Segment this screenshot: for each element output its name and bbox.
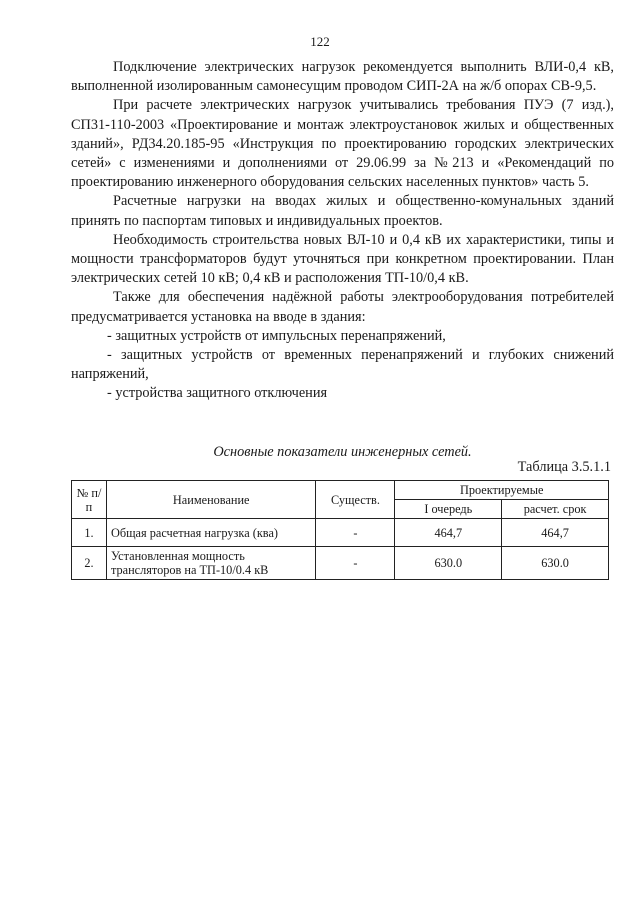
- body-text: [71, 58, 614, 404]
- table-header-row: [72, 481, 609, 500]
- list-item: - устройства защитного отключения: [107, 385, 328, 402]
- list-item: - защитных устройств от импульсных перенапряжений,: [107, 327, 446, 344]
- indicators-table: [71, 480, 609, 580]
- header-name: Наименование: [106, 481, 316, 519]
- paragraph-reliability: Также для обеспечения надёжной работы электрооборудования потребителей предусматривается установка на вводе в здания:: [71, 289, 614, 325]
- cell-first-stage: 630.0: [395, 547, 502, 580]
- cell-name: Установленная мощность трансляторов на ТП-10/0.4 кВ: [106, 547, 316, 580]
- header-first-stage: I очередь: [395, 500, 502, 519]
- paragraph-construction: Необходимость строительства новых ВЛ-10 и 0,4 кВ их характеристики, типы и мощности трансформаторов будут уточняться при конкретном проектировании. План электрических сетей 10 кВ; 0,4 кВ и расположения ТП-10/0,4 кВ.: [71, 231, 614, 287]
- table-row: [72, 547, 609, 580]
- cell-existing: -: [316, 519, 395, 547]
- cell-name: Общая расчетная нагрузка (ква): [106, 519, 316, 547]
- page-number: 122: [310, 34, 330, 49]
- header-projected: Проектируемые: [395, 481, 609, 500]
- header-existing: Существ.: [316, 481, 395, 519]
- paragraph-connection: Подключение электрических нагрузок рекомендуется выполнить ВЛИ-0,4 кВ, выполненной изолированным самонесущим проводом СИП-2А на ж/б опорах СВ-9,5.: [71, 59, 614, 95]
- cell-first-stage: 464,7: [395, 519, 502, 547]
- header-num: № п/п: [72, 481, 107, 519]
- table-row: [72, 519, 609, 547]
- table-caption: Основные показатели инженерных сетей.: [213, 444, 472, 460]
- cell-num: 2.: [72, 547, 107, 580]
- cell-num: 1.: [72, 519, 107, 547]
- cell-calc-term: 464,7: [502, 519, 609, 547]
- cell-calc-term: 630.0: [502, 547, 609, 580]
- paragraph-loads: Расчетные нагрузки на вводах жилых и общественно-комунальных зданий принять по паспортам типовых и индивидуальных проектов.: [71, 193, 614, 229]
- list-item: - защитных устройств от временных перенапряжений и глубоких снижений напряжений,: [71, 347, 614, 383]
- cell-existing: -: [316, 547, 395, 580]
- table-label: Таблица 3.5.1.1: [517, 459, 611, 475]
- header-calc-term: расчет. срок: [502, 500, 609, 519]
- paragraph-requirements: При расчете электрических нагрузок учитывались требования ПУЭ (7 изд.), СП31-110-2003 «Проектирование и монтаж электроустановок жилых и общественных зданий», РД34.20.185-95 «Инструкция по проектированию городских электрических сетей» с изменениями и дополнениями от 29.06.99 за №213 и «Рекомендаций по проектированию инженерного оборудования сельских населенных пунктов» часть 5.: [71, 97, 614, 191]
